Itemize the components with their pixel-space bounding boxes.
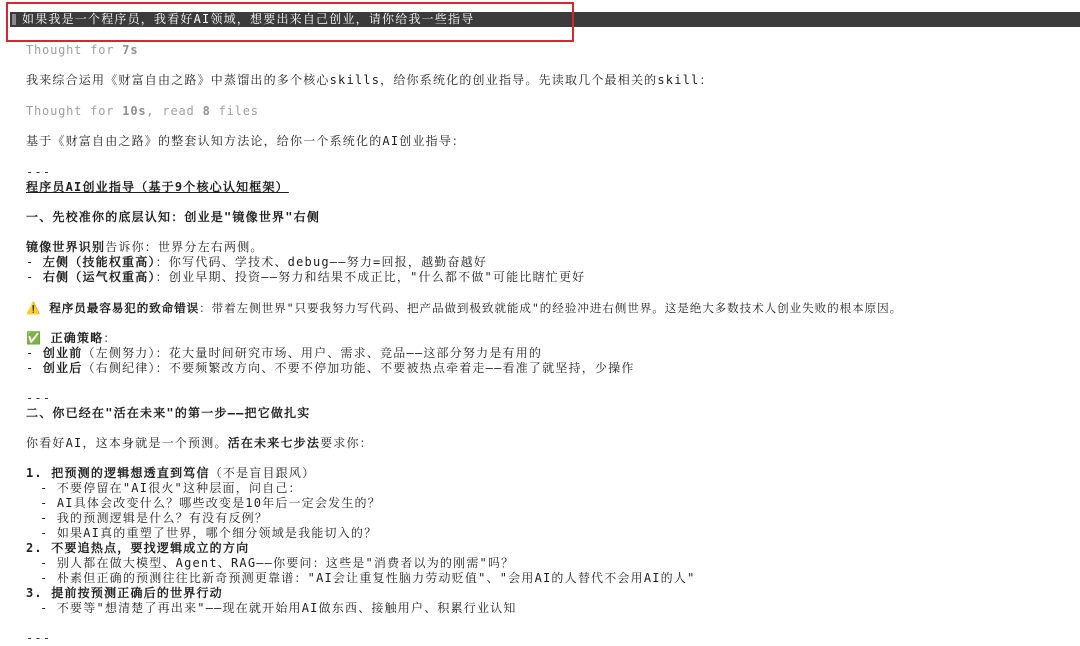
strategy-heading: ✅ 正确策略：	[26, 331, 117, 345]
sub-item: - AI具体会改变什么？哪些改变是10年后一定会发生的？	[40, 496, 381, 510]
sub-item: - 不要停留在"AI很火"这种层面，问自己：	[40, 481, 302, 495]
sub-item: - 不要等"想清楚了再出来"——现在就开始用AI做东西、接触用户、积累行业认知	[40, 601, 517, 615]
sub-item: - 朴素但正确的预测往往比新奇预测更靠谱："AI会让重复性脑力劳动贬值"、"会用AI的人替代不会用AI的人"	[40, 571, 696, 585]
sub-item: - 如果AI真的重塑了世界，哪个细分领域是我能切入的？	[40, 526, 378, 540]
numbered-item-2: 2. 不要追热点，要找逻辑成立的方向	[26, 541, 250, 555]
section-2-heading: 二、你已经在"活在未来"的第一步——把它做扎实	[26, 406, 311, 420]
thought-indicator[interactable]: Thought for 7s	[26, 43, 139, 57]
divider-2: ---	[26, 391, 52, 405]
numbered-item-1: 1. 把预测的逻辑想透直到笃信（不是盲目跟风）	[26, 466, 316, 480]
summary-text: 基于《财富自由之路》的整套认知方法论，给你一个系统化的AI创业指导：	[26, 134, 466, 148]
intro-text: 我来综合运用《财富自由之路》中蒸馏出的多个核心skills，给你系统化的创业指导。先读取几个最相关的skill：	[26, 73, 713, 87]
sub-item: - 我的预测逻辑是什么？有没有反例？	[40, 511, 269, 525]
section-1-heading: 一、先校准你的底层认知：创业是"镜像世界"右侧	[26, 210, 321, 224]
check-icon: ✅	[26, 331, 43, 345]
section-2-intro: 你看好AI，这本身就是一个预测。活在未来七步法要求你：	[26, 436, 373, 450]
divider: ---	[26, 165, 52, 179]
warning-icon: ⚠️	[26, 301, 42, 315]
divider-3: ---	[26, 631, 52, 645]
list-item-before-startup: - 创业前（左侧努力）：花大量时间研究市场、用户、需求、竞品——这部分努力是有用的	[26, 346, 543, 360]
user-prompt-text: 如果我是一个程序员，我看好AI领域，想要出来自己创业，请你给我一些指导	[22, 12, 475, 26]
thought-indicator-2[interactable]: Thought for 10s, read 8 files	[26, 104, 259, 118]
numbered-item-3: 3. 提前按预测正确后的世界行动	[26, 586, 223, 600]
sub-item: - 别人都在做大模型、Agent、RAG——你要问：这些是"消费者以为的刚需"吗？	[40, 556, 515, 570]
list-item-left-side: - 左侧（技能权重高）：你写代码、学技术、debug——努力=回报，越勤奋越好	[26, 255, 488, 269]
list-item-after-startup: - 创业后（右侧纪律）：不要频繁改方向、不要不停加功能、不要被热点牵着走——看准了就坚持，少操作	[26, 361, 635, 375]
warning-paragraph: ⚠️ 程序员最容易犯的致命错误：带着左侧世界"只要我努力写代码、把产品做到极致就能成"的经验冲进右侧世界。这是绝大多数技术人创业失败的根本原因。	[26, 301, 903, 315]
list-item-right-side: - 右侧（运气权重高）：创业早期、投资——努力和结果不成正比，"什么都不做"可能比瞎忙更好	[26, 270, 586, 284]
mirror-world-paragraph: 镜像世界识别告诉你：世界分左右两侧。	[26, 240, 264, 254]
highlight-annotation-box	[6, 2, 574, 42]
page-title: 程序员AI创业指导（基于9个核心认知框架）	[26, 180, 289, 194]
